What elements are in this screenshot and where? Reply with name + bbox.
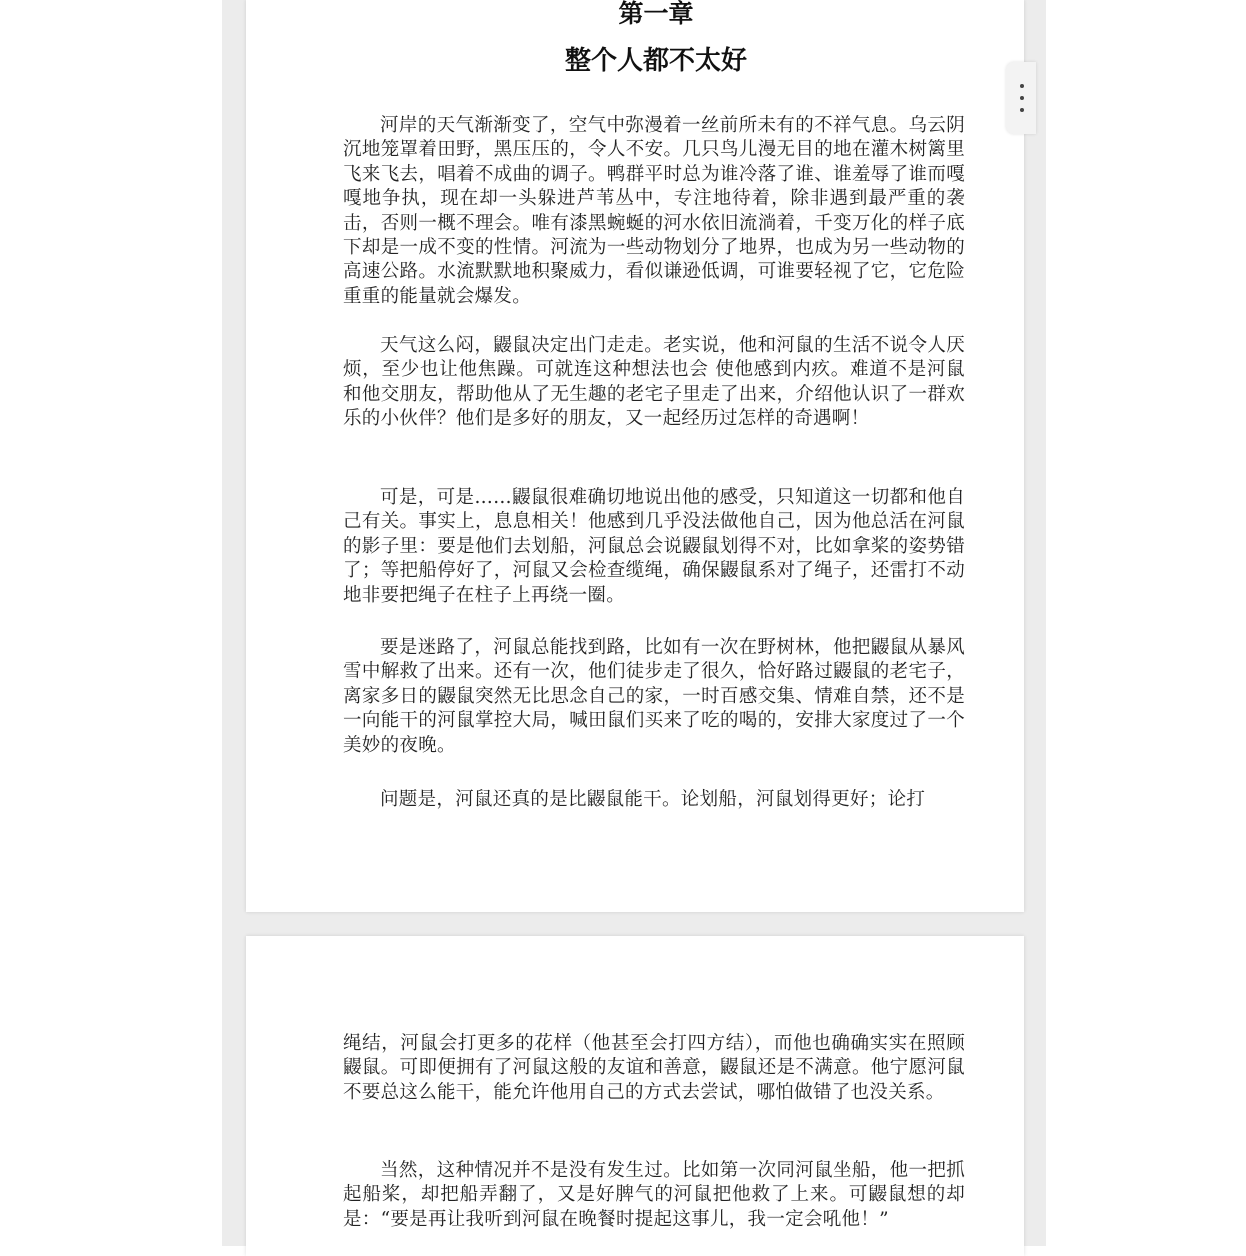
paragraph: 当然，这种情况并不是没有发生过。比如第一次同河鼠坐船，他一把抓起船桨，却把船弄翻了，又是好脾气的河鼠把他救了上来。可鼹鼠想的却是：“要是再让我听到河鼠在晚餐时提起这事儿，我一定会吼他！” bbox=[343, 1160, 965, 1230]
scroll-handle[interactable] bbox=[1006, 62, 1036, 134]
paragraph: 天气这么闷，鼹鼠决定出门走走。老实说，他和河鼠的生活不说令人厌烦，至少也让他焦躁。可就连这种想法也会 使他感到内疚。难道不是河鼠和他交朋友，帮助他从了无生趣的老宅子里走了出来，介绍他认识了一群欢乐的小伙伴？他们是多好的朋友，又一起经历过怎样的奇遇啊！ bbox=[343, 335, 965, 430]
paragraph: 可是，可是……鼹鼠很难确切地说出他的感受，只知道这一切都和他自己有关。事实上，息息相关！他感到几乎没法做他自己，因为他总活在河鼠的影子里：要是他们去划船，河鼠总会说鼹鼠划得不对，比如拿桨的姿势错了；等把船停好了，河鼠又会检查缆绳，确保鼹鼠系对了绳子，还雷打不动地非要把绳子在柱子上再绕一圈。 bbox=[343, 487, 965, 606]
paragraph: 问题是，河鼠还真的是比鼹鼠能干。论划船，河鼠划得更好；论打 bbox=[380, 789, 926, 810]
chapter-title: 整个人都不太好 bbox=[564, 46, 747, 76]
paragraph: 要是迷路了，河鼠总能找到路，比如有一次在野树林，他把鼹鼠从暴风雪中解救了出来。还有一次，他们徒步走了很久，恰好路过鼹鼠的老宅子，离家多日的鼹鼠突然无比思念自己的家，一时百感交集、情难自禁，还不是一向能干的河鼠掌控大局，喊田鼠们买来了吃的喝的，安排大家度过了一个美妙的夜晚。 bbox=[343, 637, 965, 756]
paragraph: 河岸的天气渐渐变了，空气中弥漫着一丝前所未有的不祥气息。乌云阴沉地笼罩着田野，黑压压的，令人不安。几只鸟儿漫无目的地在灌木树篱里飞来飞去，唱着不成曲的调子。鸭群平时总为谁冷落了谁、谁羞辱了谁而嘎嘎地争执，现在却一头躲进芦苇丛中，专注地待着，除非遇到最严重的袭击，否则一概不理会。唯有漆黑蜿蜒的河水依旧流淌着，千变万化的样子底下却是一成不变的性情。河流为一些动物划分了地界，也成为另一些动物的高速公路。水流默默地积聚威力，看似谦逊低调，可谁要轻视了它，它危险重重的能量就会爆发。 bbox=[343, 115, 965, 307]
chapter-heading: 第一章 bbox=[618, 0, 694, 28]
paragraph-continued: 绳结，河鼠会打更多的花样（他甚至会打四方结），而他也确确实实在照顾鼹鼠。可即便拥有了河鼠这般的友谊和善意，鼹鼠还是不满意。他宁愿河鼠不要总这么能干，能允许他用自己的方式去尝试，哪怕做错了也没关系。 bbox=[343, 1033, 965, 1103]
